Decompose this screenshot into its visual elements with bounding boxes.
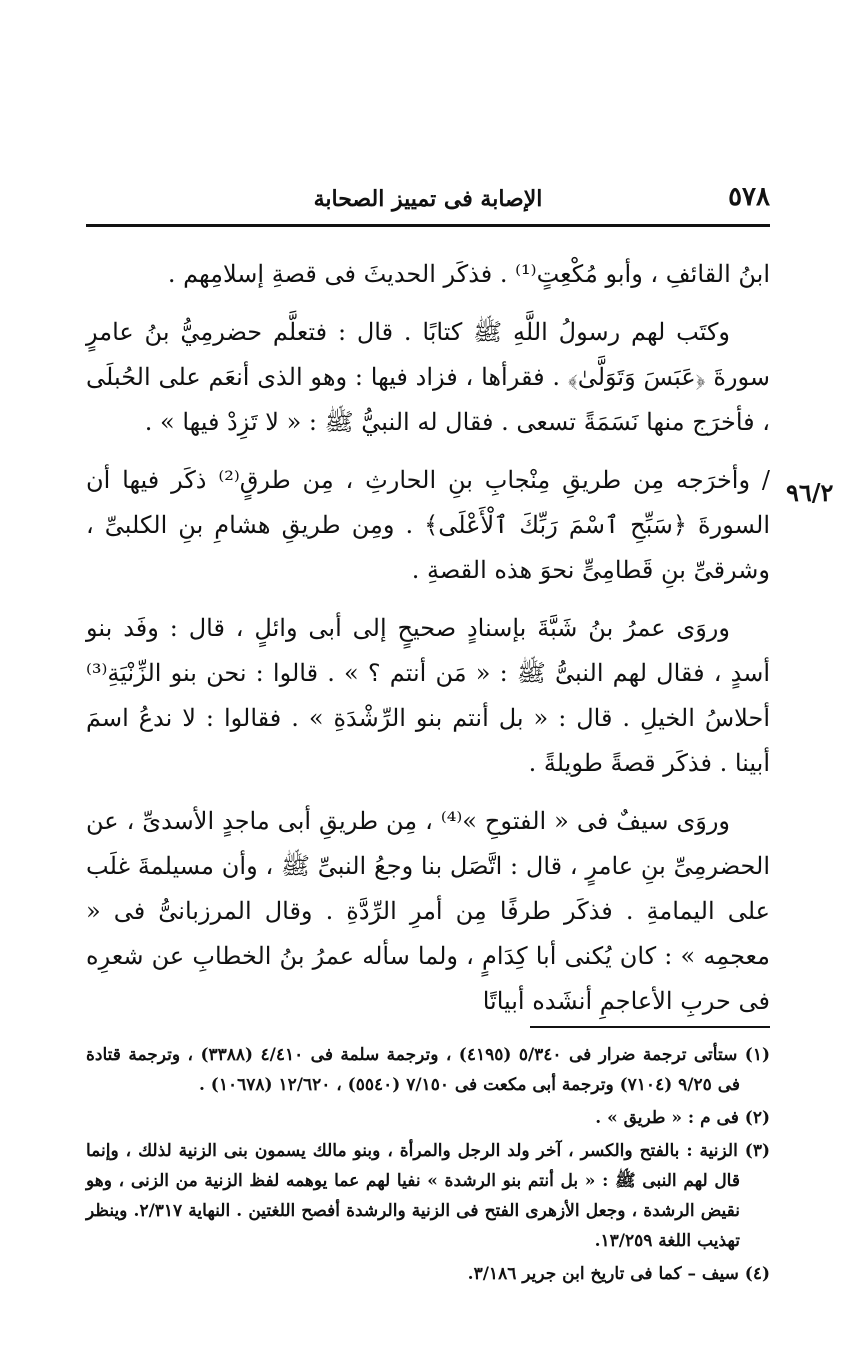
header-rule	[86, 224, 770, 227]
footnote: (٤) سيف – كما فى تاريخ ابن جرير ٣/١٨٦.	[467, 1264, 770, 1284]
footnotes	[86, 1040, 770, 1292]
running-title: الإصابة فى تمييز الصحابة	[313, 186, 543, 212]
margin-reference: ٩٦/٢	[786, 478, 834, 507]
footnote-rule	[530, 1026, 770, 1028]
page-number: ٥٧٨	[728, 182, 770, 212]
paragraph: / وأخرَجه مِن طريقِ مِنْجابِ بنِ الحارثِ ، مِن طرقٍ⁽²⁾ ذكَر فيها أن السورةَ ﴿سَبِّحِ ٱسْمَ رَبِّكَ ٱلْأَعْلَى﴾ . ومِن طريقِ هشامِ بنِ الكلبىِّ ، وشرقىِّ بنِ قَطامِىٍّ نحوَ هذه القصةِ .	[86, 466, 770, 584]
body-text	[86, 252, 770, 1037]
paragraph: وروَى سيفٌ فى « الفتوحِ »⁽⁴⁾ ، مِن طريقِ أبى ماجدٍ الأسدىِّ ، عن الحضرمِىِّ بنِ عامرٍ ، قال : اتَّصَل بنا وجعُ النبىِّ ﷺ ، وأن مسيلمةَ غلَب على اليمامةِ . فذكَر طرفًا مِن أمرِ الرِّدَّةِ . وقال المرزبانىُّ فى « معجمِه » : كان يُكنى أبا كِدَامٍ ، ولما سأله عمرُ بنُ الخطابِ عن شعرِه فى حربِ الأعاجمِ أنشَده أبياتًا	[86, 807, 770, 1015]
page-header	[86, 168, 770, 220]
footnote: (٢) فى م : « طريق » .	[595, 1108, 770, 1128]
footnote: (١) ستأتى ترجمة ضرار فى ٥/٣٤٠ (٤١٩٥) ، وترجمة سلمة فى ٤/٤١٠ (٣٣٨٨) ، وترجمة قتادة فى ٩/٢٥ (٧١٠٤) وترجمة أبى مكعت فى ٧/١٥٠ (٥٥٤٠) ، ١٢/٦٢٠ (١٠٦٧٨) .	[86, 1045, 770, 1095]
paragraph: وكتَب لهم رسولُ اللَّهِ ﷺ كتابًا . قال : فتعلَّم حضرمِيُّ بنُ عامرٍ سورةَ ﴿عَبَسَ وَتَوَلَّىٰ﴾ . فقرأها ، فزاد فيها : وهو الذى أنعَم على الحُبلَى ، فأخرَج منها نَسَمَةً تسعى . فقال له النبيُّ ﷺ : « لا تَزِدْ فيها » .	[86, 318, 770, 436]
paragraph: ابنُ القائفِ ، وأبو مُكْعِتٍ⁽¹⁾ . فذكَر الحديثَ فى قصةِ إسلامِهم .	[167, 260, 770, 288]
paragraph: وروَى عمرُ بنُ شَبَّةَ بإسنادٍ صحيحٍ إلى أبى وائلٍ ، قال : وفَد بنو أسدٍ ، فقال لهم النبىُّ ﷺ : « مَن أنتم ؟ » . قالوا : نحن بنو الزِّنْيَةِ⁽³⁾ أحلاسُ الخيلِ . قال : « بل أنتم بنو الرِّشْدَةِ » . فقالوا : لا ندعُ اسمَ أبينا . فذكَر قصةً طويلةً .	[86, 614, 770, 777]
footnote: (٣) الزنية : بالفتح والكسر ، آخر ولد الرجل والمرأة ، وبنو مالك يسمون بنى الزنية لذلك ، وإنما قال لهم النبى ﷺ : « بل أنتم بنو الرشدة » نفيا لهم عما يوهمه لفظ الزنية من الزنى ، وهو نقيض الرشدة ، وجعل الأزهرى الفتح فى الزنية والرشدة أفصح اللغتين . النهاية ٢/٣١٧. وينظر تهذيب اللغة ١٣/٢٥٩.	[86, 1141, 770, 1251]
